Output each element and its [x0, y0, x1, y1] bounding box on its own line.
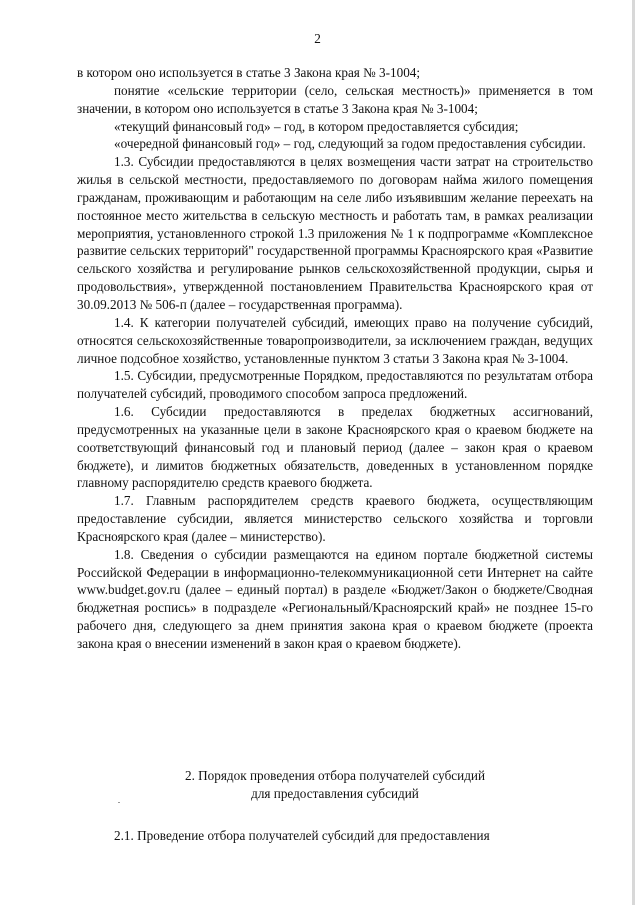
section-heading-line-2: для предоставления субсидий [251, 786, 419, 801]
paragraph: «текущий финансовый год» – год, в котором предоставляется субсидия; [114, 118, 519, 134]
paragraph-1-8: 1.8. Сведения о субсидии размещаются на едином портале бюджетной системы Российской Федерации в информационно-телекоммуникационной сети Интернет на сайте www.budget.gov.ru (далее – единый портал) в разделе «Бюджет/Закон о бюджете/Сводная бюджетная роспись» в подразделе «Региональный/Красноярский край» не позднее 15-го рабочего дня, следующего за днем принятия закона края о краевом бюджете (проекта закона края о внесении изменений в закон края о краевом бюджете). [77, 546, 593, 651]
paragraph-1-5: 1.5. Субсидии, предусмотренные Порядком, предоставляются по результатам отбора получателей субсидий, проводимого способом запроса предложений. [77, 368, 593, 402]
paragraph: в котором оно используется в статье 3 Закона края № 3-1004; [77, 65, 421, 80]
paragraph-1-7: 1.7. Главным распорядителем средств краевого бюджета, осуществляющим предоставление субсидии, является министерство сельского хозяйства и торговли Красноярского края (далее – министерство). [77, 493, 593, 544]
paragraph-1-4: 1.4. К категории получателей субсидий, имеющих право на получение субсидий, относятся сельскохозяйственные товаропроизводители, за исключением граждан, ведущих личное подсобное хозяйство, установленные пунктом 3 статьи 3 Закона края № 3-1004. [77, 314, 593, 366]
document-body [77, 64, 593, 653]
scan-speck [118, 802, 120, 803]
paragraph-1-6: 1.6. Субсидии предоставляются в пределах бюджетных ассигнований, предусмотренных на указанные цели в законе Красноярского края о краевом бюджете на соответствующий финансовый год и плановый период (далее – закон края о краевом бюджете), и лимитов бюджетных обязательств, доведенных в установленном порядке главному распорядителю средств краевого бюджета. [77, 404, 593, 491]
paragraph: «очередной финансовый год» – год, следующий за годом предоставления субсидии. [114, 136, 586, 152]
section-heading [77, 767, 593, 803]
paragraph-2-1: 2.1. Проведение отбора получателей субсидий для предоставления [114, 828, 490, 843]
page-number: 2 [314, 31, 321, 46]
section-heading-line-1: 2. Порядок проведения отбора получателей субсидий [184, 768, 486, 783]
paragraph: понятие «сельские территории (село, сельская местность)» применяется в том значении, в котором оно используется в статье 3 Закона края № 3-1004; [77, 82, 593, 116]
paragraph-1-3: 1.3. Субсидии предоставляются в целях возмещения части затрат на строительство жилья в сельской местности, предоставляемого по договорам найма жилого помещения гражданам, проживающим и работающим на селе либо изъявившим желание переехать на постоянное место жительства в сельскую местность и работать там, в рамках реализации мероприятия, установленного строкой 1.3 приложения № 1 к подпрограмме «Комплексное развитие сельских территорий" государственной программы Красноярского края «Развитие сельского хозяйства и регулирование рынков сельскохозяйственной продукции, сырья и продовольствия», утвержденной постановлением Правительства Красноярского края от 30.09.2013 № 506-п (далее – государственная программа). [77, 154, 593, 312]
